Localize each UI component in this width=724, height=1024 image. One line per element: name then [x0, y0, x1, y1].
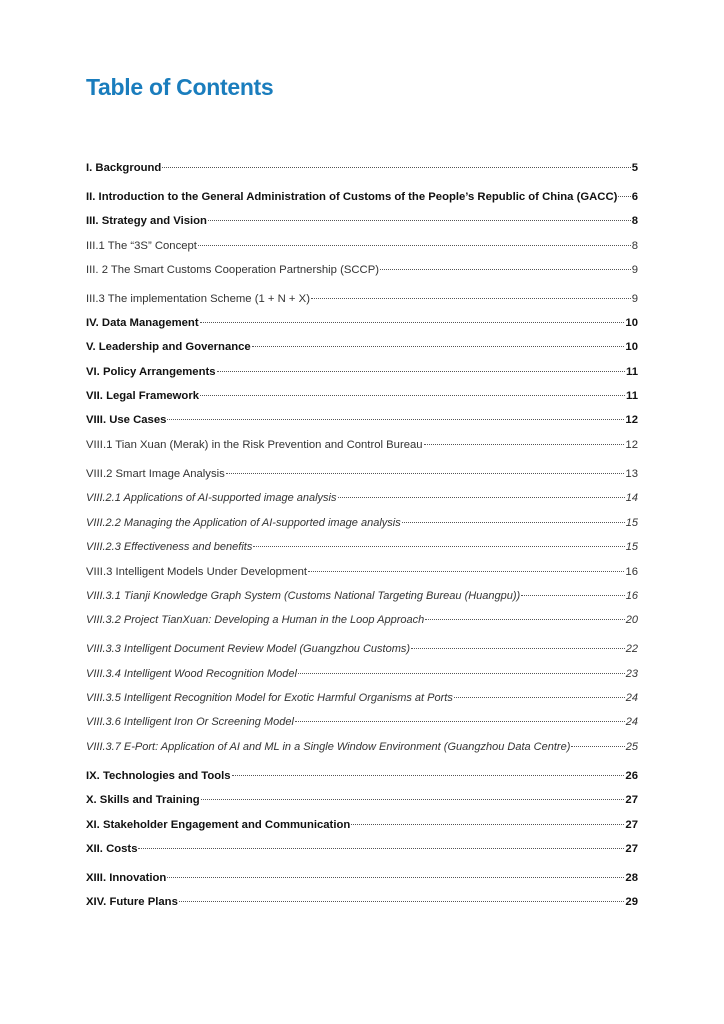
toc-entry-page: 15	[625, 517, 638, 529]
toc-entry[interactable]	[86, 871, 638, 886]
toc-entry[interactable]	[86, 793, 638, 808]
toc-entry-page: 27	[625, 819, 638, 831]
toc-entry-page: 23	[625, 668, 638, 680]
toc-entry-label: XI. Stakeholder Engagement and Communication	[86, 819, 351, 831]
toc-entry-page: 25	[625, 741, 638, 753]
toc-entry[interactable]	[86, 565, 638, 580]
dot-leader	[411, 648, 625, 649]
toc-entry-page: 12	[625, 414, 638, 426]
toc-entry-page: 24	[625, 716, 638, 728]
toc-entry[interactable]	[86, 214, 638, 229]
dot-leader	[200, 322, 625, 323]
toc-entry-page: 27	[625, 843, 638, 855]
toc-entry-label: IX. Technologies and Tools	[86, 770, 231, 782]
toc-entry-label: VIII. Use Cases	[86, 414, 167, 426]
toc-entry[interactable]	[86, 691, 638, 706]
toc-entry-page: 10	[625, 341, 638, 353]
toc-entry-page: 29	[625, 896, 638, 908]
toc-entry-label: XIV. Future Plans	[86, 896, 178, 908]
toc-entry-label: VIII.3.6 Intelligent Iron Or Screening Model	[86, 716, 294, 728]
toc-entry-page: 12	[625, 439, 638, 451]
toc-entry-label: VIII.3.3 Intelligent Document Review Model (Guangzhou Customs)	[86, 643, 411, 655]
toc-entry-page: 10	[625, 317, 638, 329]
dot-leader	[521, 595, 625, 596]
toc-entry-label: III. 2 The Smart Customs Cooperation Partnership (SCCP)	[86, 264, 379, 276]
toc-entry-label: VIII.2.3 Effectiveness and benefits	[86, 541, 253, 553]
dot-leader	[425, 619, 624, 620]
toc-entry-page: 16	[625, 590, 638, 602]
dot-leader	[217, 371, 626, 372]
dot-leader	[338, 497, 625, 498]
toc-entry-label: III.1 The “3S” Concept	[86, 240, 197, 252]
toc-entry-label: VIII.2.1 Applications of AI-supported image analysis	[86, 492, 337, 504]
toc-entry-label: X. Skills and Training	[86, 794, 200, 806]
toc-entry-page: 20	[625, 614, 638, 626]
toc-entry-page: 11	[626, 390, 638, 402]
toc-entry[interactable]	[86, 818, 638, 833]
toc-entry[interactable]	[86, 365, 638, 380]
toc-entry-page: 14	[625, 492, 638, 504]
toc-entry[interactable]	[86, 540, 638, 555]
toc-entry[interactable]	[86, 340, 638, 355]
toc-entry-label: III. Strategy and Vision	[86, 215, 207, 227]
toc-entry[interactable]	[86, 389, 638, 404]
toc-entry-label: VIII.3 Intelligent Models Under Development	[86, 566, 308, 578]
toc-entry[interactable]	[86, 491, 638, 506]
toc-entry[interactable]	[86, 438, 638, 453]
dot-leader	[138, 848, 624, 849]
toc-entry[interactable]	[86, 413, 638, 428]
toc-entry-page: 5	[631, 162, 638, 174]
toc-entry-label: VIII.2.2 Managing the Application of AI-supported image analysis	[86, 517, 401, 529]
toc-entry-page: 11	[626, 366, 638, 378]
toc-entry[interactable]	[86, 895, 638, 910]
toc-entry[interactable]	[86, 161, 638, 176]
toc-entry-label: VIII.3.2 Project TianXuan: Developing a Human in the Loop Approach	[86, 614, 425, 626]
toc-entry-label: VIII.2 Smart Image Analysis	[86, 468, 225, 480]
dot-leader	[162, 167, 630, 168]
toc-entry[interactable]	[86, 239, 638, 254]
toc-entry-label: VIII.3.7 E-Port: Application of AI and ML in a Single Window Environment (Guangzhou Data Centre)	[86, 741, 571, 753]
toc-entry-label: IV. Data Management	[86, 317, 199, 329]
dot-leader	[200, 395, 625, 396]
toc-entry-label: VII. Legal Framework	[86, 390, 200, 402]
toc-entry-label: VIII.3.1 Tianji Knowledge Graph System (Customs National Targeting Bureau (Huangpu))	[86, 590, 521, 602]
toc-entry-page: 22	[625, 643, 638, 655]
toc-entry[interactable]	[86, 667, 638, 682]
toc-entry-page: 6	[631, 191, 638, 203]
toc-entry[interactable]	[86, 740, 638, 755]
dot-leader	[308, 571, 624, 572]
toc-entry-label: III.3 The implementation Scheme (1 + N + X)	[86, 293, 310, 305]
toc-entry[interactable]	[86, 316, 638, 331]
dot-leader	[380, 269, 631, 270]
toc-entry[interactable]	[86, 589, 638, 604]
toc-entry-page: 24	[625, 692, 638, 704]
dot-leader	[402, 522, 625, 523]
toc-entry-label: XII. Costs	[86, 843, 138, 855]
toc-entry-page: 27	[625, 794, 638, 806]
page-title: Table of Contents	[86, 74, 274, 100]
toc-entry-label: I. Background	[86, 162, 162, 174]
toc-entry-label: VIII.3.5 Intelligent Recognition Model for Exotic Harmful Organisms at Ports	[86, 692, 453, 704]
toc-entry[interactable]	[86, 715, 638, 730]
toc-entry-page: 26	[625, 770, 638, 782]
dot-leader	[167, 877, 624, 878]
toc-entry[interactable]	[86, 769, 638, 784]
toc-entry-page: 9	[631, 264, 638, 276]
dot-leader	[208, 220, 631, 221]
toc-entry-label: V. Leadership and Governance	[86, 341, 251, 353]
toc-entry[interactable]	[86, 292, 638, 307]
dot-leader	[253, 546, 624, 547]
toc-entry-label: VIII.1 Tian Xuan (Merak) in the Risk Prevention and Control Bureau	[86, 439, 423, 451]
toc-entry-page: 8	[631, 240, 638, 252]
dot-leader	[311, 298, 631, 299]
dot-leader	[454, 697, 625, 698]
toc-entry-label: VI. Policy Arrangements	[86, 366, 216, 378]
toc-entry-label: XIII. Innovation	[86, 872, 167, 884]
dot-leader	[298, 673, 625, 674]
toc-entry[interactable]	[86, 516, 638, 531]
toc-entry-page: 16	[625, 566, 638, 578]
toc-entry-label: VIII.3.4 Intelligent Wood Recognition Model	[86, 668, 297, 680]
toc-entry[interactable]	[86, 613, 638, 628]
dot-leader	[424, 444, 625, 445]
dot-leader	[198, 245, 631, 246]
dot-leader	[232, 775, 625, 776]
toc-entry-page: 15	[625, 541, 638, 553]
dot-leader	[226, 473, 625, 474]
dot-leader	[295, 721, 625, 722]
dot-leader	[571, 746, 624, 747]
toc-entry[interactable]	[86, 467, 638, 482]
toc-entry[interactable]	[86, 190, 638, 205]
toc-entry-label: II. Introduction to the General Administration of Customs of the People’s Republic of China (GACC)	[86, 191, 618, 203]
toc-entry[interactable]	[86, 263, 638, 278]
toc-entry-page: 28	[625, 872, 638, 884]
dot-leader	[167, 419, 624, 420]
dot-leader	[179, 901, 625, 902]
dot-leader	[252, 346, 625, 347]
toc-entry-page: 8	[631, 215, 638, 227]
dot-leader	[618, 196, 630, 197]
toc-entry-page: 13	[625, 468, 638, 480]
dot-leader	[201, 799, 625, 800]
toc-entry[interactable]	[86, 642, 638, 657]
toc-entry[interactable]	[86, 842, 638, 857]
toc-entry-page: 9	[631, 293, 638, 305]
dot-leader	[351, 824, 624, 825]
